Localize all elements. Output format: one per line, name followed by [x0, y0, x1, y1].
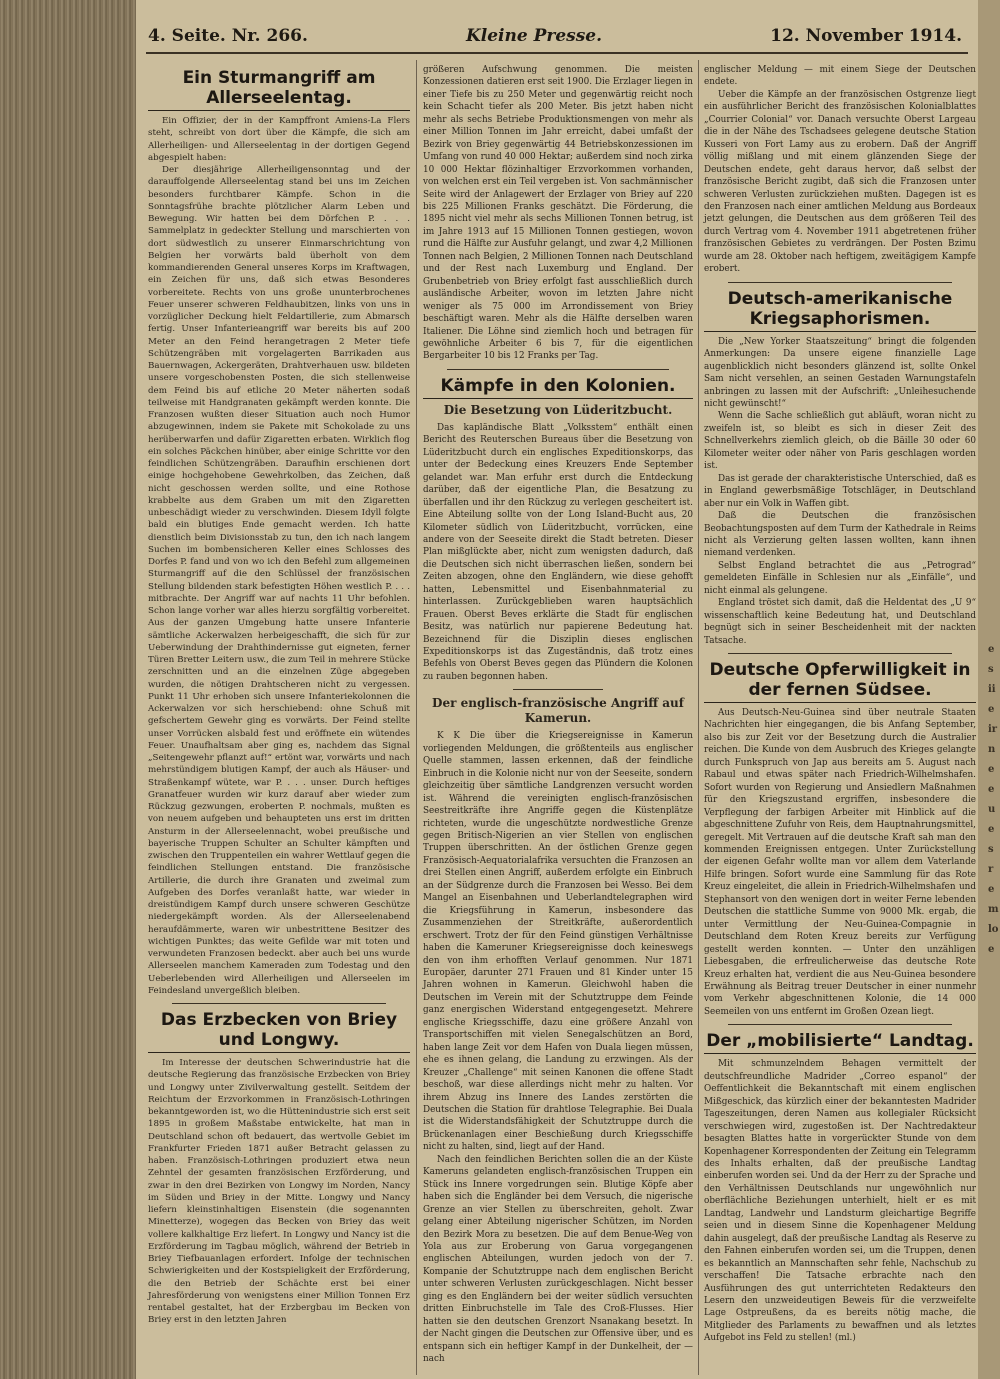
article-title: Das Erzbecken von Briey und Longwy. [148, 1010, 410, 1053]
article-paragraph: Daß die Deutschen die französischen Beobachtungsposten auf dem Turm der Kathedrale in Reims nicht als Verzierung gelten lassen wollten, kann ihnen niemand verdenken. [704, 511, 976, 559]
article-divider [728, 653, 952, 654]
column-rule [416, 60, 417, 1375]
newspaper-title: Kleine Presse. [466, 26, 603, 46]
article-paragraph: Wenn die Sache schließlich gut abläuft, woran nicht zu zweifeln ist, so bleibt es sich in dieser Zeit des Schnellverkehrs ziemlich gleich, ob die Bäille 30 oder 60 Kilometer weiter oder näher von Paris geschlagen worden ist. [704, 411, 976, 472]
article-paragraph: größeren Aufschwung genommen. Die meisten Konzessionen datieren erst seit 1900. Die Erzlager liegen in einer Tiefe bis zu 250 Meter und gegenwärtig reicht noch kein Schacht tiefer als 200 Meter. Bis jetzt haben nicht mehr als sechs Betriebe Produktionsmengen von mehr als einer Million Tonnen im Jahr erreicht, dabei umfaßt der Bezirk von Briey gegenwärtig 44 Betriebskonzessionen im Umfang von rund 40 000 Hektar; außerdem sind noch zirka 10 000 Hektar flözinhaltiger Erzvorkommen vorhanden, von welchen erst ein Teil vergeben ist. Von sachmännischer Seite wird der Anlagewert der Erzlager von Briey auf 220 bis 225 Millionen Franks geschätzt. Die Förderung, die 1895 nicht viel mehr als sechs Millionen Tonnen betrug, ist im Jahre 1913 auf 15 Millionen Tonnen gestiegen, wovon rund die Hälfte zur Ausfuhr gelangt, und zwar 4,2 Millionen Tonnen nach Belgien, 2 Millionen Tonnen nach Deutschland und der Rest nach Luxemburg und England. Der Grubenbetrieb von Briey erfolgt fast ausschließlich durch ausländische Arbeiter, wovon im letzten Jahre nicht weniger als 75 000 im Arrondissement von Briey beschäftigt waren. Mehr als die Hälfte derselben waren Italiener. Die Löhne sind ziemlich hoch und betragen für gewöhnliche Arbeiter 6 bis 7, für die eigentlichen Bergarbeiter 10 bis 12 Franks per Tag. [423, 65, 693, 362]
book-binding-edge [0, 0, 136, 1379]
article-paragraph: England tröstet sich damit, daß die Heldentat des „U 9“ wissenschaftlich keine Bedeutung hat, und Deutschland begnügt sich in seiner Bescheidenheit mit der nackten Tatsache. [704, 598, 976, 646]
article-title: Deutsch-amerikanische Kriegsaphorismen. [704, 289, 976, 332]
page-number: 4. Seite. Nr. 266. [148, 26, 308, 46]
article-paragraph: Die „New Yorker Staatszeitung“ bringt die folgenden Anmerkungen: Da unsere eigene finanzielle Lage augenblicklich nicht besonders glänzend ist, sollte Onkel Sam nicht versehlen, an seinen Gestaden Warnungstafeln anbringen zu lassen mit der Aufschrift: „Unleihesuchende nicht gewünscht!“ [704, 336, 976, 409]
section-divider [513, 689, 603, 690]
article-sturmangriff [148, 68, 410, 997]
column-2 [423, 64, 693, 1370]
article-divider [172, 1003, 386, 1004]
article-divider [447, 369, 669, 370]
article-kolonien [423, 376, 693, 1366]
article-paragraph: Das ist gerade der charakteristische Unterschied, daß es in England gewerbsmäßige Totschläger, in Deutschland aber nur ein Volk in Waffen gibt. [704, 473, 976, 509]
article-title: Kämpfe in den Kolonien. [423, 376, 693, 399]
article-paragraph: Ueber die Kämpfe an der französischen Ostgrenze liegt ein ausführlicher Bericht des französischen Kolonialblattes „Courrier Colonial“ vor. Danach versuchte Oberst Largeau die in der Nähe des Tschadsees gelegene deutsche Station Kusseri von Fort Lamy aus zu erobern. Daß der Angriff völlig mißlang und mit einem glänzenden Siege der Deutschen endete, geht daraus hervor, daß selbst der französische Bericht zugibt, daß sich die Franzosen unter schweren Verlusten zurückziehen mußten. Dagegen ist es den Franzosen nach einer amtlichen Meldung aus Bordeaux jetzt gelungen, die Deutschen aus dem größeren Teil des durch Vertrag vom 4. November 1911 abgetretenen früher französischen Gebietes zu verdrängen. Der Posten Bzimu wurde am 28. Oktober nach heftigem, zweitägigem Kampfe erobert. [704, 89, 976, 275]
adjacent-page-fragment: e s ii e ir n e e u e s r e m lo e [988, 644, 999, 955]
article-kriegsaphorismen [704, 289, 976, 647]
article-divider [728, 282, 952, 283]
article-paragraph: Der diesjährige Allerheiligensonntag und der darauffolgende Allerseelentag stand bei uns im Zeichen besonders furchtbarer Kämpfe. Schon in die Sonntagsfrühe brachte plötzlicher Alarm Leben und Bewegung. Wir hatten bei dem Dörfchen P. . . . Sammelplatz in gedeckter Stellung und marschierten von dort südwestlich zu unserer Einmarschrichtung von Belgien her vorwärts bald überholt von dem kommandierenden General unseres Korps im Kraftwagen, ein Zeichen für uns, daß sich etwas Besonderes vorbereitete. Rechts von uns große ununterbrochenes Feuer unserer schweren Feldhaubitzen, links von uns in vorzüglicher Deckung hielt Feldartillerie, zum Abmarsch fertig. Unser Infanterieangriff war bereits bis auf 200 Meter an den Feind herangetragen 2 Meter tiefe Schützengräben mit vorgelagerten Barrikaden aus Bauernwagen, Ackergeräten, Drahtverhauen usw. bildeten unsere vorgeschobensten Posten, die sich stellenweise dem Feind bis auf etliche 20 Meter näherten sodaß teilweise mit Handgranaten gekämpft werden konnte. Die Franzosen wußten dieser Situation auch noch Humor abzugewinnen, indem sie Pakete mit Schokolade zu uns herüberwarfen und dafür Zigaretten erbaten. Wirklich flog ein solches Päckchen hinüber, aber einige Schritte vor den feindlichen Schützengräben. Daraufhin erschienen dort einige hochgehobene Gewehrkolben, das Zeichen, daß nicht geschossen werden sollte, und eine Rothose krabbelte aus dem Graben um mit den Zigaretten unbeschädigt wieder zu verschwinden. Diesem Idyll folgte bald ein blutiges Ende gemacht werden. Ich hatte dienstlich beim Divisionsstab zu tun, den ich nach langem Suchen im bombensicheren Keller eines Schlosses des Dorfes P. fand und von wo ich den Befehl zum allgemeinen Sturmangriff auf die den Schlüssel der französischen Stellung bildenden stark befestigten Höhen westlich P. . . . mitbrachte. Der Angriff war auf nachts 11 Uhr befohlen. Schon lange vorher war alles hierzu sorgfältig vorbereitet. Aus der ganzen Umgebung hatte unsere Infanterie sämtliche Ackerwalzen herbeigeschafft, die sich für zur Ueberwindung der Drahthindernisse gut eigneten, ferner Türen Bretter Leitern usw., die zum Teil in mehrere Stücke zerschnitten und an die einzelnen Züge abgegeben wurden, die nötigen Drahtscheren nicht zu vergessen. Punkt 11 Uhr erhoben sich unsere Infanteriekolonnen die Ackerwalzen vor sich herschiebend: ohne Schuß mit gefschertem Gewehr ging es vorwärts. Der Feind stellte unser Vorrücken alsbald fest und eröffnete ein wütendes Feuer. Unaufhaltsam aber ging es, nachdem das Signal „Seitengewehr pflanzt auf!“ ertönt war, vorwärts und nach mehrstündigem blutigen Kampf, der auch als Häuser- und Straßenkampf wütete, war P. . . . unser. Durch heftiges Granatfeuer wurden wir kurz darauf aber wieder zum Rückzug gezwungen, eroberten P. nochmals, mußten es von neuem aufgeben und behaupteten uns erst im dritten Ansturm in der Allerseelennacht, wobei preußische und bayerische Truppen Schulter an Schulter kämpften und zwischen den Truppenteilen ein wahrer Wettlauf gegen die feindlichen Stellungen entstand. Die französische Artillerie, die durch ihre Granaten und zweimal zum Aufgeben des Dorfes veranlaßt hatte, war wieder in dreistündigem Kampf durch unsere schweren Geschütze niedergekämpft worden. Als der Allerseelenabend heraufdämmerte, waren wir unbestrittene Besitzer des wichtigen Punktes; das weite Gefilde war mit toten und verwundeten Franzosen bedeckt. aber auch bei uns wurde Allerseelen manchem Kameraden zum Todestag und den Ueberlebenden wird Allerheiligen und Allerseelen im Feindesland unvergeßlich bleiben. [148, 165, 410, 996]
column-1 [148, 64, 410, 1331]
article-title: Ein Sturmangriff am Allerseelentag. [148, 68, 410, 111]
column-rule [698, 60, 699, 1375]
article-landtag [704, 1031, 976, 1344]
article-paragraph: K K Die über die Kriegsereignisse in Kamerun vorliegenden Meldungen, die größtenteils aus englischer Quelle stammen, lassen erkennen, daß der feindliche Einbruch in die Kolonie nicht nur von der Seeseite, sondern gleichzeitig über sämtliche Landgrenzen versucht worden ist. Während die vereinigten englisch-französischen Seestreitkräfte ihre Angriffe gegen die Küstenplätze richteten, wurde die ungeschützte nordwestliche Grenze gegen Britisch-Nigerien an vier Stellen von englischen Truppen überschritten. An der östlichen Grenze gegen Französisch-Aequatorialafrika versuchten die Franzosen an drei Stellen einen Angriff, außerdem erfolgte ein Einbruch an der Südgrenze durch die Franzosen bei Wesso. Bei dem Mangel an Eisenbahnen und Ueberlandtelegraphen wird die Kriegsführung in Kamerun, insbesondere das Zusammenziehen der Streitkräfte, außerordentlich erschwert. Trotz der für den Feind günstigen Verhältnisse haben die Kameruner Kriegsereignisse doch keineswegs den von ihm erhofften Verlauf genommen. Nur 1871 Europäer, darunter 271 Frauen und 81 Kinder unter 15 Jahren wohnen in Kamerun. Gleichwohl haben die Deutschen im Verein mit der Schutztruppe dem Feinde ganz energischen Widerstand entgegengesetzt. Mehrere englische Kriegsschiffe, dazu eine größere Anzahl von Transportschiffen mit vielen Senegalschützen an Bord, haben lange Zeit vor dem Hafen von Duala liegen müssen, ehe es ihnen gelang, die Landung zu erzwingen. Als der Kreuzer „Challenge“ mit seinen Kanonen die offene Stadt beschoß, war diese allerdings nicht mehr zu halten. Vor ihrem Abzug ins Innere des Landes zerstörten die Deutschen die Station für drahtlose Telegraphie. Bei Duala ist die Widerstandsfähigkeit der Schutztruppe durch die Brückenanlagen einer Beschießung durch Kriegsschiffe nicht zu halten, sind, liegt auf der Hand. [423, 731, 693, 1153]
newspaper-page [136, 0, 978, 1379]
article-subtitle: Der englisch-französische Angriff auf Kamerun. [432, 696, 684, 726]
column-3 [704, 64, 976, 1349]
article-erzbecken [148, 1010, 410, 1327]
article-paragraph: Aus Deutsch-Neu-Guinea sind über neutrale Staaten Nachrichten hier eingegangen, die bis Anfang September, also bis zur Zeit vor der Besetzung durch die Australier reichen. Die Kunde von dem Ausbruch des Krieges gelangte durch Funkspruch von Jap aus bereits am 5. August nach Rabaul und etwas später nach Friedrich-Wilhelmshafen. Sofort wurden von Regierung und Ansiedlern Maßnahmen für den Kriegszustand ergriffen, insbesondere die Verpflegung der farbigen Arbeiter mit Hinblick auf die abgeschnittene Zufuhr von Reis, dem Hauptnahrungsmittel, geregelt. Mit Vertrauen auf die deutsche Kraft sah man den kommenden Ereignissen entgegen. Unter Zurückstellung der eigenen Gefahr wollte man vor allem dem Vaterlande Hilfe bringen. Sofort wurde eine Sammlung für das Rote Kreuz eingeleitet, die allein in Friedrich-Wilhelmshafen und Stephansort von den wenigen dort in weiter Ferne lebenden Deutschen die stattliche Summe von 9000 Mk. ergab, die unter Vermittlung der Neu-Guinea-Compagnie in Deutschland dem Roten Kreuz bereits zur Verfügung gestellt werden konnten. — Unter den unzähligen Liebesgaben, die erfreulicherweise das deutsche Rote Kreuz erhalten hat, verdient die aus Neu-Guinea besondere Erwähnung als Beitrag treuer Deutscher in einer nunmehr vom Verkehr abgeschnittenen Kolonie, die 14 000 Seemeilen von uns entfernt im Großen Ozean liegt. [704, 708, 976, 1017]
article-paragraph: Das kapländische Blatt „Volksstem“ enthält einen Bericht des Reuterschen Bureaus über die Besetzung von Lüderitzbucht durch ein englisches Expeditionskorps, das unter der Bedeckung eines Kreuzers Ende September gelandet war. Man erfuhr erst durch die Entdeckung darüber, daß der eigentliche Plan, die Besatzung zu überfallen und ihr den Rückzug zu verlegen gescheitert ist. Eine Abteilung sollte von der Long Island-Bucht aus, 20 Kilometer südlich von Lüderitzbucht, vorrücken, eine andere von der Seeseite direkt die Stadt betreten. Dieser Plan mißglückte aber, nicht zum wenigsten dadurch, daß die Deutschen sich nicht überraschen ließen, sondern bei Zeiten abzogen, ohne den Engländern, wie diese gehofft hatten, Lebensmittel und Eisenbahnmaterial zu hinterlassen. Zurückgeblieben waren hauptsächlich Frauen. Oberst Beves erklärte die Stadt für englischen Besitz, was natürlich nur papierene Bedeutung hat. Bezeichnend für die Disziplin dieses englischen Expeditionskorps ist das Zugeständnis, daß trotz eines Befehls von Oberst Beves gegen das Plündern die Kolonen zu rauben begonnen haben. [423, 422, 693, 682]
article-opferwilligkeit [704, 660, 976, 1018]
article-paragraph: Mit schmunzelndem Behagen vermittelt der deutschfreundliche Madrider „Correo espanol“ der Oeffentlichkeit die Bekanntschaft mit einem englischen Mißgeschick, das kürzlich einer der bekanntesten Madrider Tageszeitungen, deren Namen aus kollegialer Rücksicht verschwiegen wird, zugestoßen ist. Der Nachtredakteur besagten Blattes hatte in vorgerückter Stunde von dem Kopenhagener Korrespondenten der Zeitung ein Telegramm des Inhalts erhalten, daß der preußische Landtag einberufen worden sei. Und da der Herr zu der Sprache und den Verhältnissen Deutschlands nur ungewöhnlich nur oberflächliche Beziehungen unterhielt, hielt er es mit Landtag, Landwehr und Landsturm gleichartige Begriffe seien und in diesem Sinne die Kopenhagener Meldung dahin ausgelegt, daß der preußische Landtag als Reserve zu den Fahnen einberufen worden sei, um die Truppen, denen es bekanntlich an Mannschaften sehr fehle, Nachschub zu verschaffen! Die Tatsache erbrachte nach den Ausführungen des gut unterrichteten Redakteurs den Lesern den unzweideutigen Beweis für die verzweifelte Lage Ostpreußens, da es bereits nötig mache, die Mitglieder des Parlaments zu bewaffnen und als letztes Aufgebot ins Feld zu stellen! (ml.) [704, 1059, 976, 1344]
article-paragraph: Ein Offizier, der in der Kampffront Amiens-La Flers steht, schreibt von dort über die Kämpfe, die sich am Allerheiligen- und Allerseelentag in der dortigen Gegend abgespielt haben: [148, 116, 410, 163]
article-divider [728, 1024, 952, 1025]
article-title: Deutsche Opferwilligkeit in der fernen Südsee. [704, 660, 976, 703]
issue-date: 12. November 1914. [770, 26, 962, 46]
page-header [146, 18, 968, 54]
article-paragraph: Nach den feindlichen Berichten sollen die an der Küste Kameruns gelandeten englisch-französischen Truppen ein Stück ins Innere vorgedrungen sein. Blutige Köpfe aber haben sich die Engländer bei dem Versuch, die nigerische Grenze an vier Stellen zu überschreiten, geholt. Zwar gelang einer Abteilung nigerischer Schützen, im Norden den Bezirk Mora zu besetzen. Die auf dem Benue-Weg von Yola aus zur Eroberung von Garua vorgegangenen englischen Abteilungen, wurden jedoch von der 7. Kompanie der Schutztruppe nach dem englischen Bericht unter schweren Verlusten zurückgeschlagen. Nicht besser ging es den Engländern bei der weiter südlich versuchten dritten Einbruchstelle im Tale des Croß-Flusses. Hier hatten sie den deutschen Grenzort Nsanakang besetzt. In der Nacht gingen die Deutschen zur Offensive über, und es entspann sich ein heftiger Kampf in der Dunkelheit, der — nach [423, 1154, 693, 1365]
article-subtitle: Die Besetzung von Lüderitzbucht. [443, 402, 673, 417]
article-paragraph: englischer Meldung — mit einem Siege der Deutschen endete. [704, 65, 976, 88]
article-paragraph: Im Interesse der deutschen Schwerindustrie hat die deutsche Regierung das französische Erzbecken von Briey und Longwy unter Zivilverwaltung gestellt. Seitdem der Reichtum der Erzvorkommen in Französisch-Lothringen bekanntgeworden ist, wo die Hüttenindustrie sich erst seit 1895 in großem Maßstabe entwickelte, hat man in Deutschland schon oft bedauert, das wertvolle Gebiet im Frankfurter Frieden 1871 außer Betracht gelassen zu haben. Französisch-Lothringen produziert etwa neun Zehntel der gesamten französischen Erzförderung, und zwar in den drei Bezirken von Longwy im Norden, Nancy im Süden und Briey in der Mitte. Longwy und Nancy liefern kleinstinhaltigen Eisenstein (die sogenannten Minetterze), wogegen das Becken von Briey das weit vollere kalkhaltige Erz liefert. In Longwy und Nancy ist die Erzförderung im Tagbau möglich, während der Betrieb in Briey Tiefbauanlagen erfordert. Infolge der technischen Schwierigkeiten und der Kostspieligkeit der Erzförderung, die den Betrieb der Schächte erst bei einer Jahresförderung von wenigstens einer Million Tonnen Erz rentabel gestaltet, hat der Erzbergbau im Becken von Briey erst in den letzten Jahren [148, 1058, 410, 1326]
article-paragraph: Selbst England betrachtet die aus „Petrograd“ gemeldeten Einfälle in Schlesien nur als „Einfälle“, und nicht einmal als gelungene. [704, 560, 976, 596]
article-title: Der „mobilisierte“ Landtag. [704, 1031, 976, 1054]
